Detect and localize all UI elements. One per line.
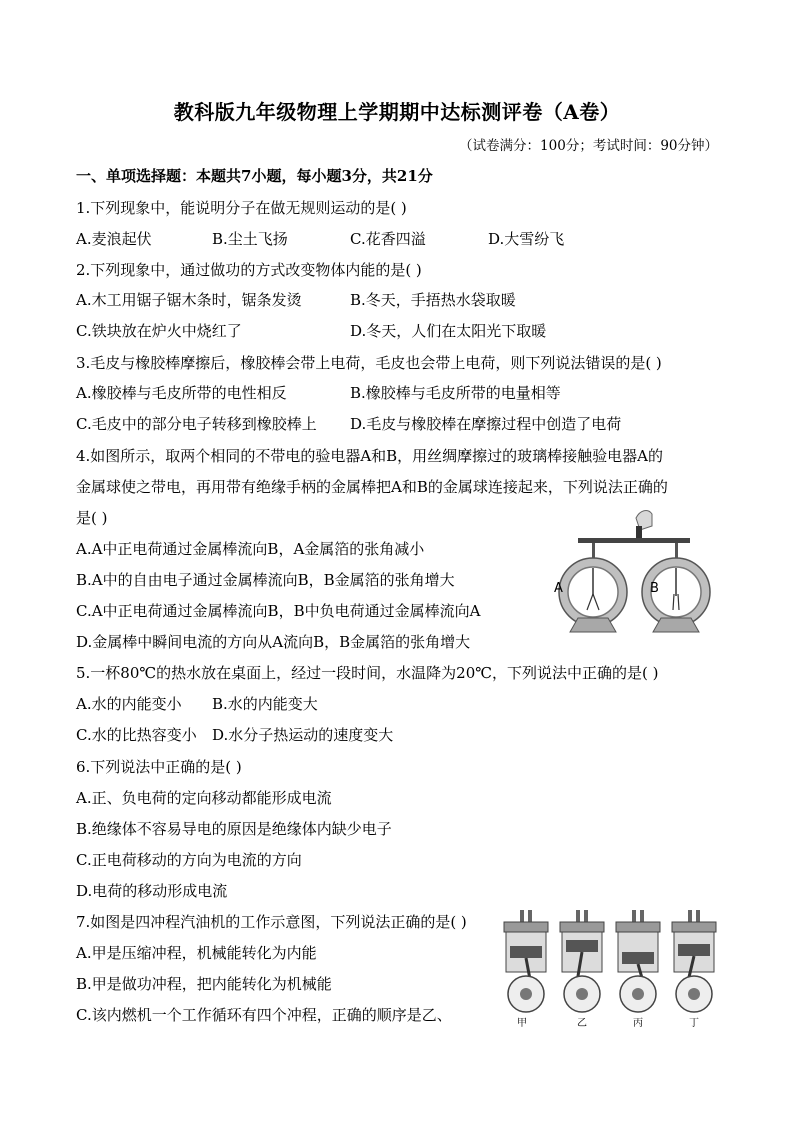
label-yi: 乙 bbox=[577, 1018, 587, 1029]
q4-option-c: C.A中正电荷通过金属棒流向B，B中负电荷通过金属棒流向A bbox=[76, 602, 481, 620]
q3-option-c: C.毛皮中的部分电子转移到橡胶棒上 bbox=[76, 415, 317, 433]
q5-option-c: C.水的比热容变小 bbox=[76, 726, 197, 744]
q7-option-a: A.甲是压缩冲程，机械能转化为内能 bbox=[76, 944, 317, 962]
q2-option-a: A.木工用锯子锯木条时，锯条发烫 bbox=[76, 291, 302, 309]
label-bing: 丙 bbox=[633, 1018, 643, 1029]
q1-option-b: B.尘土飞扬 bbox=[212, 230, 288, 248]
section-heading: 一、单项选择题：本题共7小题，每小题3分，共21分 bbox=[76, 167, 433, 185]
q6-option-d: D.电荷的移动形成电流 bbox=[76, 882, 228, 900]
engine-yi bbox=[560, 910, 604, 1012]
q3-option-b: B.橡胶棒与毛皮所带的电量相等 bbox=[350, 384, 561, 402]
engine-ding bbox=[672, 910, 716, 1012]
q5-option-a: A.水的内能变小 bbox=[76, 695, 182, 713]
electroscope-figure bbox=[548, 506, 720, 640]
question-2-stem: 2.下列现象中，通过做功的方式改变物体内能的是( ) bbox=[76, 261, 422, 279]
label-a: A bbox=[554, 581, 563, 596]
question-3-stem: 3.毛皮与橡胶棒摩擦后，橡胶棒会带上电荷，毛皮也会带上电荷，则下列说法错误的是( ) bbox=[76, 354, 662, 372]
question-4-stem-line-3: 是( ) bbox=[76, 509, 108, 527]
question-6-stem: 6.下列说法中正确的是( ) bbox=[76, 758, 242, 776]
question-4-stem-line-1: 4.如图所示，取两个相同的不带电的验电器A和B，用丝绸摩擦过的玻璃棒接触验电器A的 bbox=[76, 447, 664, 465]
engine-strokes-figure bbox=[496, 906, 724, 1032]
question-1-stem: 1.下列现象中，能说明分子在做无规则运动的是( ) bbox=[76, 199, 407, 217]
q5-option-d: D.水分子热运动的速度变大 bbox=[212, 726, 394, 744]
label-ding: 丁 bbox=[689, 1018, 699, 1029]
q6-option-a: A.正、负电荷的定向移动都能形成电流 bbox=[76, 789, 332, 807]
question-5-stem: 5.一杯80℃的热水放在桌面上，经过一段时间，水温降为20℃，下列说法中正确的是( ) bbox=[76, 664, 659, 682]
q6-option-c: C.正电荷移动的方向为电流的方向 bbox=[76, 851, 302, 869]
q6-option-b: B.绝缘体不容易导电的原因是绝缘体内缺少电子 bbox=[76, 820, 392, 838]
exam-info: （试卷满分：100分；考试时间：90分钟） bbox=[459, 138, 718, 154]
q7-option-c: C.该内燃机一个工作循环有四个冲程，正确的顺序是乙、 bbox=[76, 1006, 452, 1024]
q4-option-b: B.A中的自由电子通过金属棒流向B，B金属箔的张角增大 bbox=[76, 571, 455, 589]
engine-jia bbox=[504, 910, 548, 1012]
page-title: 教科版九年级物理上学期期中达标测评卷（A卷） bbox=[173, 100, 621, 124]
q4-option-a: A.A中正电荷通过金属棒流向B，A金属箔的张角减小 bbox=[76, 540, 425, 558]
electroscope-a bbox=[559, 543, 627, 632]
engine-bing bbox=[616, 910, 660, 1012]
q2-option-b: B.冬天，手捂热水袋取暖 bbox=[350, 291, 516, 309]
label-jia: 甲 bbox=[517, 1018, 527, 1029]
question-4-stem-line-2: 金属球使之带电，再用带有绝缘手柄的金属棒把A和B的金属球连接起来，下列说法正确的 bbox=[76, 478, 668, 496]
q2-option-c: C.铁块放在炉火中烧红了 bbox=[76, 322, 242, 340]
q3-option-a: A.橡胶棒与毛皮所带的电性相反 bbox=[76, 384, 287, 402]
q2-option-d: D.冬天，人们在太阳光下取暖 bbox=[350, 322, 547, 340]
label-b: B bbox=[650, 581, 659, 596]
q1-option-c: C.花香四溢 bbox=[350, 230, 426, 248]
q1-option-d: D.大雪纷飞 bbox=[488, 230, 565, 248]
q5-option-b: B.水的内能变大 bbox=[212, 695, 318, 713]
question-7-stem: 7.如图是四冲程汽油机的工作示意图，下列说法正确的是( ) bbox=[76, 913, 467, 931]
q7-option-b: B.甲是做功冲程，把内能转化为机械能 bbox=[76, 975, 332, 993]
q1-option-a: A.麦浪起伏 bbox=[76, 230, 152, 248]
q4-option-d: D.金属棒中瞬间电流的方向从A流向B，B金属箔的张角增大 bbox=[76, 633, 471, 651]
q3-option-d: D.毛皮与橡胶棒在摩擦过程中创造了电荷 bbox=[350, 415, 622, 433]
